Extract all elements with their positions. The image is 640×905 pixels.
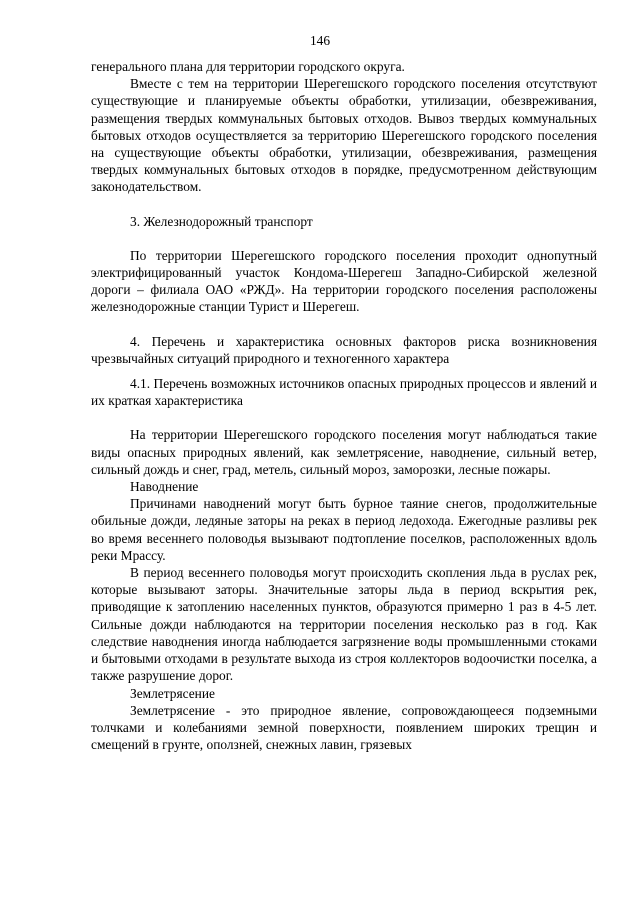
page-content [91,58,597,753]
section-heading-4-1: 4.1. Перечень возможных источников опасных природных процессов и явлений и их краткая характеристика [91,376,597,409]
spacer [91,409,597,426]
paragraph: Вместе с тем на территории Шерегешского городского поселения отсутствуют существующие и планируемые объекты обработки, утилизации, обезвреживания, размещения твердых коммунальных бытовых отходов. Вывоз твердых коммунальных бытовых отходов осуществляется за территорию Шерегешского городского поселения на существующие объекты обработки, утилизации, обезвреживания, размещения твердых коммунальных бытовых отходов в порядке, предусмотренном действующим законодательством. [91,76,597,195]
paragraph: Землетрясение - это природное явление, сопровождающееся подземными толчками и колебаниями земной поверхности, появлением широких трещин и смещений в грунте, оползней, снежных лавин, грязевых [91,702,597,753]
subheading-flood: Наводнение [130,479,199,495]
paragraph: Причинами наводнений могут быть бурное таяние снегов, продолжительные обильные дожди, ледяные заторы на реках в период ледохода. Ежегодные разливы рек во время весеннего половодья вызывают подтопление поселков, расположенных вдоль реки Мрассу. [91,496,597,563]
paragraph: По территории Шерегешского городского поселения проходит однопутный электрифицированный участок Кондома-Шерегеш Западно-Сибирской железной дороги – филиала ОАО «РЖД». На территории городского поселения расположены железнодорожные станции Турист и Шерегеш. [91,247,597,315]
section-heading-4: 4. Перечень и характеристика основных факторов риска возникновения чрезвычайных ситуаций природного и техногенного характера [91,333,597,366]
section-heading-3: 3. Железнодорожный транспорт [130,213,313,229]
spacer [91,367,597,375]
page-number: 146 [309,33,331,48]
paragraph: генерального плана для территории городского округа. [91,59,405,74]
spacer [91,230,597,247]
spacer [91,316,597,333]
paragraph: В период весеннего половодья могут происходить скопления льда в руслах рек, которые вызывают заторы. Значительные заторы льда в период вскрытия рек, приводящие к затоплению населенных пунктов, образуются примерно 1 раз в 4-5 лет. Сильные дожди наблюдаются на территории поселения несколько раз в год. Как следствие наводнения иногда наблюдается загрязнение воды промышленными стоками и бытовыми отходами в результате выхода из строя коллекторов водоочистки поселка, а также разрушение дорог. [91,565,597,684]
subheading-earthquake: Землетрясение [130,685,215,701]
spacer [91,196,597,213]
paragraph: На территории Шерегешского городского поселения могут наблюдаться такие виды опасных природных явлений, как землетрясение, наводнение, сильный ветер, сильный дождь и снег, град, метель, сильный мороз, заморозки, лесные пожары. [91,427,597,477]
